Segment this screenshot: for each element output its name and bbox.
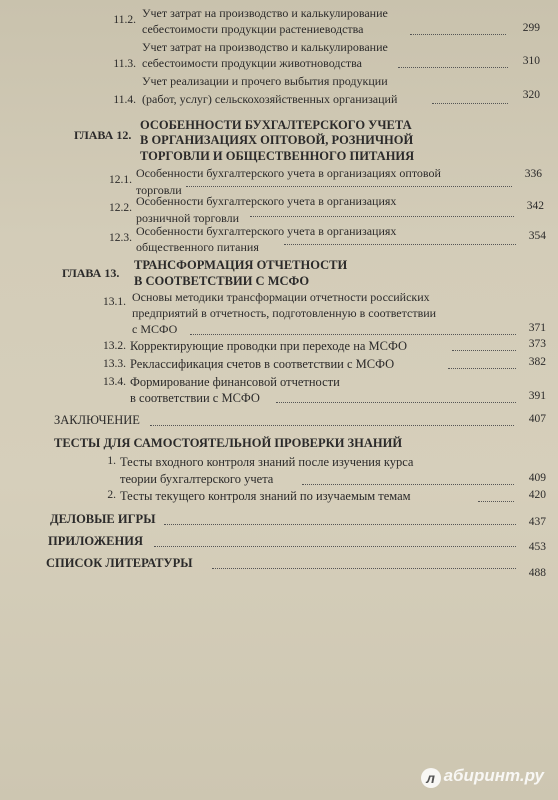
dot-leader [276,402,516,403]
section-title: Особенности бухгалтерского учета в организациях [136,224,397,238]
tests-heading: ТЕСТЫ ДЛЯ САМОСТОЯТЕЛЬНОЙ ПРОВЕРКИ ЗНАНИЙ [54,436,403,450]
section-title-cont: с МСФО [132,322,178,336]
page-number: 371 [528,322,546,334]
chapter-title-cont: ТОРГОВЛИ И ОБЩЕСТВЕННОГО ПИТАНИЯ [140,149,415,163]
watermark-text: абиринт.ру [443,766,544,785]
section-title: Учет реализации и прочего выбытия продукции [142,74,388,88]
page-number: 354 [528,230,546,242]
chapter-title: ТРАНСФОРМАЦИЯ ОТЧЕТНОСТИ [134,258,348,272]
section-title: Учет затрат на производство и калькулирование [142,40,388,54]
section-title: Учет затрат на производство и калькулирование [142,6,388,20]
dot-leader [150,425,514,426]
page-number: 488 [528,567,546,579]
section-title: Особенности бухгалтерского учета в организациях оптовой [136,166,441,180]
dot-leader [432,103,508,104]
dot-leader [164,524,516,525]
dot-leader [410,34,506,35]
test-number: 2. [107,489,116,501]
dot-leader [302,484,514,485]
section-title-cont: торговли [136,183,182,197]
section-number: 13.3. [103,358,126,370]
page-number: 409 [528,472,546,484]
section-title-cont: розничной торговли [136,211,240,225]
dot-leader [250,216,514,217]
section-number: 11.4. [113,94,136,106]
dot-leader [154,546,516,547]
appendix-title: ПРИЛОЖЕНИЯ [48,534,143,548]
dot-leader [398,67,508,68]
dot-leader [212,568,516,569]
section-title-cont: общественного питания [136,240,259,254]
section-title: Особенности бухгалтерского учета в организациях [136,194,397,208]
section-number: 12.3. [109,232,132,244]
section-title-cont: себестоимости продукции растениеводства [142,22,364,36]
labirint-logo-icon: л [421,768,441,788]
dot-leader [186,186,512,187]
page-number: 437 [528,516,546,528]
section-number: 13.1. [103,296,126,308]
chapter-title: ОСОБЕННОСТИ БУХГАЛТЕРСКОГО УЧЕТА [140,118,412,132]
page-number: 373 [528,338,546,350]
chapter-label: ГЛАВА 12. [74,128,132,142]
test-number: 1. [107,455,116,467]
labirint-watermark [421,766,544,788]
page-number: 420 [528,489,546,501]
section-number: 12.1. [109,174,132,186]
page-number: 310 [522,55,540,67]
test-title: Тесты входного контроля знаний после изучения курса [120,455,414,469]
dot-leader [448,368,516,369]
page-number: 342 [526,200,544,212]
chapter-label: ГЛАВА 13. [62,266,120,280]
page-number: 336 [524,168,542,180]
section-title: Формирование финансовой отчетности [130,375,340,389]
test-title-cont: теории бухгалтерского учета [120,472,274,486]
chapter-title-cont: В ОРГАНИЗАЦИЯХ ОПТОВОЙ, РОЗНИЧНОЙ [140,133,414,147]
section-number: 11.3. [113,58,136,70]
dot-leader [190,334,516,335]
section-number: 13.2. [103,340,126,352]
section-title-cont: (работ, услуг) сельскохозяйственных организаций [142,92,398,106]
section-number: 13.4. [103,376,126,388]
dot-leader [284,244,516,245]
games-title: ДЕЛОВЫЕ ИГРЫ [50,512,156,526]
section-title: Реклассификация счетов в соответствии с МСФО [130,357,395,371]
conclusion-title: ЗАКЛЮЧЕНИЕ [54,413,140,427]
test-title: Тесты текущего контроля знаний по изучаемым темам [120,489,411,503]
section-title-cont: предприятий в отчетность, подготовленную в соответствии [132,306,437,320]
page-number: 382 [528,356,546,368]
section-number: 12.2. [109,202,132,214]
page-number: 299 [522,22,540,34]
page-number: 453 [528,541,546,553]
section-title: Основы методики трансформации отчетности российских [132,290,430,304]
section-title-cont: себестоимости продукции животноводства [142,56,362,70]
dot-leader [478,501,514,502]
references-title: СПИСОК ЛИТЕРАТУРЫ [46,556,193,570]
section-number: 11.2. [113,14,136,26]
chapter-title-cont: В СООТВЕТСТВИИ С МСФО [134,274,310,288]
page-number: 320 [522,89,540,101]
dot-leader [452,350,516,351]
section-title: Корректирующие проводки при переходе на МСФО [130,339,408,353]
page-number: 407 [528,413,546,425]
section-title-cont: в соответствии с МСФО [130,391,260,405]
page-number: 391 [528,390,546,402]
